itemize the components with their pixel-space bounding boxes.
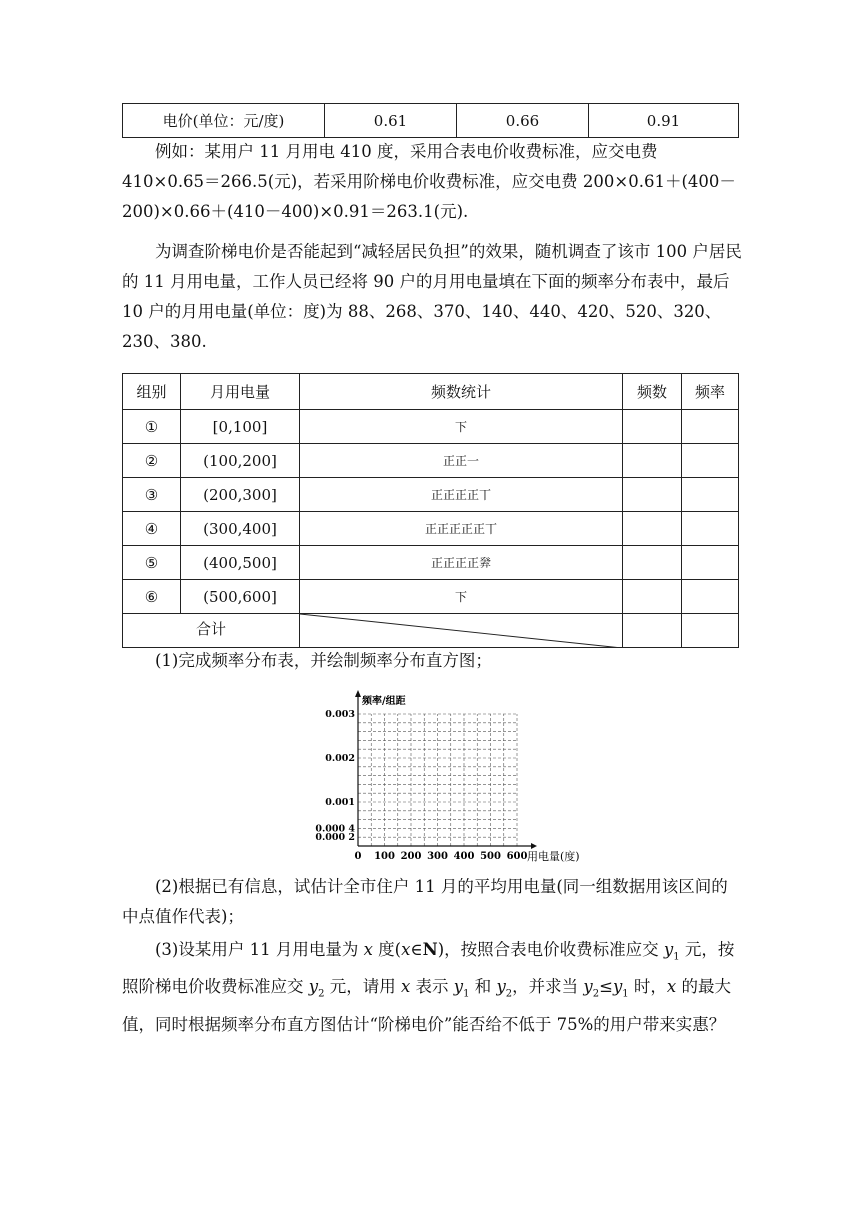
range-cell: [0,100]	[181, 410, 300, 444]
header-frequency: 频率	[682, 374, 739, 410]
question-2: (2)根据已有信息，试估计全市住户 11 月的平均用电量(同一组数据用该区间的中点值作代表)；	[122, 877, 728, 926]
frequency-cell	[682, 410, 739, 444]
count-cell	[623, 546, 682, 580]
header-range: 月用电量	[181, 374, 300, 410]
y-axis-label: 频率/组距	[362, 696, 406, 707]
y-axis-arrow	[355, 690, 361, 697]
table-row	[123, 444, 739, 478]
tally-cell: 正正正正正丅	[300, 512, 623, 546]
price-label: 电价(单位：元/度)	[123, 104, 325, 138]
x-tick-label: 500	[480, 851, 501, 862]
diagonal-line	[300, 614, 622, 648]
y-tick-label: 0.000 4	[315, 823, 355, 835]
group-cell: ⑥	[123, 580, 181, 614]
histogram-chart	[310, 688, 600, 868]
count-cell	[623, 478, 682, 512]
example-paragraph: 例如：某用户 11 月用电 410 度，采用合表电价收费标准，应交电费 410×0.65＝266.5(元)，若采用阶梯电价收费标准，应交电费 200×0.61＋(400－200)×0.66＋(410－400)×0.91＝263.1(元).	[122, 142, 736, 221]
count-cell	[623, 444, 682, 478]
x-tick-label: 600	[506, 851, 528, 862]
y-tick-label: 0.000 2	[315, 832, 355, 844]
frequency-cell	[682, 580, 739, 614]
range-cell: (100,200]	[181, 444, 300, 478]
price-value: 0.91	[589, 104, 739, 138]
count-cell	[623, 512, 682, 546]
range-cell: (400,500]	[181, 546, 300, 580]
tally-cell: 下	[300, 580, 623, 614]
question-1: (1)完成频率分布表，并绘制频率分布直方图；	[155, 651, 492, 670]
group-cell: ④	[123, 512, 181, 546]
y-tick-label: 0.003	[325, 709, 355, 720]
tally-cell: 正正一	[300, 444, 623, 478]
table-row	[123, 580, 739, 614]
price-value: 0.61	[325, 104, 457, 138]
table-row	[123, 512, 739, 546]
range-cell: (200,300]	[181, 478, 300, 512]
tally-cell: 正正正正丅	[300, 478, 623, 512]
diagonal-cell	[300, 614, 623, 648]
x-tick-labels	[355, 851, 528, 862]
price-value: 0.66	[457, 104, 589, 138]
total-label: 合计	[123, 614, 300, 648]
chart-grid	[358, 714, 517, 846]
x-axis-arrow	[531, 843, 537, 849]
group-cell: ③	[123, 478, 181, 512]
x-tick-label: 100	[374, 851, 395, 862]
header-count: 频数	[623, 374, 682, 410]
x-tick-label: 300	[427, 851, 448, 862]
x-tick-label: 0	[354, 851, 362, 862]
x-tick-label: 400	[453, 851, 475, 862]
y-tick-label: 0.001	[325, 797, 355, 808]
frequency-cell	[682, 478, 739, 512]
frequency-table	[122, 373, 739, 648]
question-3: (3)设某用户 11 月用电量为 x 度(x∈N)，按照合表电价收费标准应交 $y_1$ 元，按照阶梯电价收费标准应交 $y_2$ 元，请用 x 表示 $y_1$ 和 $y_2$，并求当 $y_2\le y_1$ 时，x 的最大值，同时根据频率分布直方图估计“阶梯电价”能否给不低于 75%的用户带来实惠？	[122, 940, 735, 1034]
y-tick-label: 0.002	[325, 753, 355, 764]
header-group: 组别	[123, 374, 181, 410]
total-row	[123, 614, 739, 648]
group-cell: ⑤	[123, 546, 181, 580]
count-cell	[623, 410, 682, 444]
group-cell: ②	[123, 444, 181, 478]
header-tally: 频数统计	[300, 374, 623, 410]
count-cell	[623, 580, 682, 614]
count-cell	[623, 614, 682, 648]
table-row	[123, 546, 739, 580]
y-tick-labels	[315, 709, 355, 843]
range-cell: (500,600]	[181, 580, 300, 614]
x-axis-label: 用电量(度)	[527, 850, 580, 863]
table-row	[123, 410, 739, 444]
frequency-cell	[682, 444, 739, 478]
x-tick-label: 200	[400, 851, 422, 862]
price-table	[122, 103, 739, 138]
tally-cell: 下	[300, 410, 623, 444]
tally-cell: 正正正正𤼴	[300, 546, 623, 580]
frequency-cell	[682, 546, 739, 580]
range-cell: (300,400]	[181, 512, 300, 546]
survey-paragraph: 为调查阶梯电价是否能起到“减轻居民负担”的效果，随机调查了该市 100 户居民的 11 月用电量，工作人员已经将 90 户的月用电量填在下面的频率分布表中，最后 10 户的月用电量(单位：度)为 88、268、370、140、440、420、520、320、230、380.	[122, 242, 742, 351]
frequency-cell	[682, 512, 739, 546]
table-row	[123, 478, 739, 512]
frequency-cell	[682, 614, 739, 648]
group-cell: ①	[123, 410, 181, 444]
